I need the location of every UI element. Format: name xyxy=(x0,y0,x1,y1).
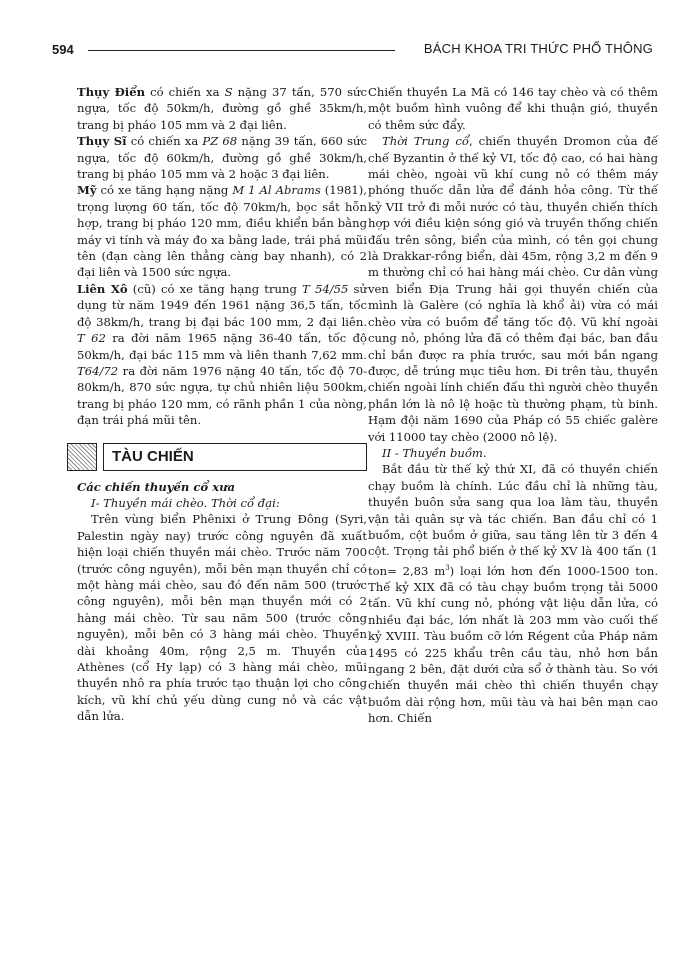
right-column xyxy=(368,84,658,727)
paragraph-text: ra đời năm 1965 nặng 36-40 tấn, tốc độ 50km/h, đại bác 115 mm và liên thanh 7,62 mm. xyxy=(77,331,367,362)
model-name: T64/72 xyxy=(77,363,119,378)
subsection-title: I- Thuyền mái chèo. Thời cổ đại: xyxy=(91,495,280,510)
paragraph-sweden xyxy=(77,84,367,133)
header-rule xyxy=(88,50,395,51)
model-name: PZ 68 xyxy=(202,134,238,149)
left-column xyxy=(77,84,367,725)
superscript: 3 xyxy=(445,563,450,572)
page-header xyxy=(52,40,653,62)
paragraph-lead: Liên Xô xyxy=(77,281,128,296)
paragraph-text: , chiến thuyền Dromon của đế chế Byzantin ở thế kỷ VI, tốc độ cao, có hai hàng mái chèo, ngoài vũ khí cung nỏ có thêm máy phóng thuốc dẫn lửa để đánh hỏa công. Từ thế kỷ VII trở đi mỗi nước có tàu, thuyền chiến thích hợp với điều kiện sóng gió và truyền thống chiến đấu trên sông, biển của mình, có tên gọi chung là Drakkar-rồng biển, dài 45m, rộng 3,2 m đến 9 m thường chỉ có hai hàng mái chèo. Cư dân vùng ven biển Địa Trung hải gọi thuyền chiến của mình là Galère (có nghĩa là khổ ải) vừa có mái chèo vừa có buồm để tăng tốc độ. Vũ khí ngoài cung nỏ, phóng lửa đã có thêm đại bác, ban đầu chỉ bắn được ra phía trước, sau mới bắn ngang được, dễ trúng mục tiêu hơn. Đi trên tàu, thuyền chiến ngoài lính chiến đấu thì người chèo thuyền phần lớn là nô lệ hoặc tù thường phạm, tù binh. Hạm đội năm 1690 của Pháp có 55 chiếc galère với 11000 tay chèo (2000 nô lệ). xyxy=(368,134,658,444)
paragraph-text: ) loại lớn hơn đến 1000-1500 ton. Thế kỷ XIX đã có tàu chạy buồm trọng tải 5000 tấn. Vũ khí cung nỏ, phóng vật liệu dẫn lửa, có nhiều đại bác, lớn nhất là 203 mm vào cuối thế kỷ XVIII. Tàu buồm cỡ lớn Régent của Pháp năm 1495 có 225 khẩu trên cầu tàu, nhỏ hơn bắn ngang 2 bên, đặt dưới cửa sổ ở thành tàu. So với chiến thuyền mái chèo thì chiến thuyền chạy buồm dài rộng hơn, mũi tàu và hai bên mạn cao hơn. Chiến xyxy=(368,563,658,726)
paragraph-text: nặng 39 tấn, 660 sức ngựa, tốc độ 60km/h, đường gồ ghề 30km/h, trang bị pháo 105 mm và 2 hoặc 3 đại liên. xyxy=(77,134,368,182)
paragraph-phoenicia: Trên vùng biển Phênixi ở Trung Đông (Syri, Palestin ngày nay) trước công nguyên đã xuất hiện loại chiến thuyền mái chèo. Trước năm 700 (trước công nguyên), mỗi bên mạn thuyền chỉ có một hàng mái chèo, sau đó đến năm 500 (trước công nguyên), mỗi bên mạn thuyền mới có 2 hàng mái chèo. Từ sau năm 500 (trước công nguyên), mỗi bên có 3 hàng mái chèo. Thuyền dài khoảng 40m, rộng 2,5 m. Thuyền của Athènes (cổ Hy lạp) có 3 hàng mái chèo, mũi thuyền nhô ra phía trước tạo thuận lợi cho công kích, vũ khí chủ yếu dùng cung nỏ và các vật dẫn lửa. xyxy=(77,512,367,724)
paragraph-text: (cũ) có xe tăng hạng trung xyxy=(127,281,303,296)
subheading: Các chiến thuyền cổ xưa xyxy=(77,479,236,494)
running-title: BÁCH KHOA TRI THỨC PHỔ THÔNG xyxy=(423,41,653,56)
paragraph-text: ra đời năm 1976 nặng 40 tấn, tốc độ 70-80km/h, 870 sức ngựa, tự chủ nhiên liệu 500km, trang bị pháo 120 mm, có rãnh phần 1 của nòng, đạn trái phá mũi tên. xyxy=(77,363,367,428)
paragraph-lead: Thụy Sĩ xyxy=(77,134,127,149)
subsection-title: II - Thuyền buồm. xyxy=(382,445,487,460)
paragraph-ussr xyxy=(77,281,367,429)
paragraph-text: Bắt đầu từ thế kỷ thứ XI, đã có thuyền chiến chạy buồm là chính. Lúc đầu chỉ là những tàu, thuyền buôn sửa sang qua loa làm tàu, thuyền vận tải quân sự và tác chiến. Ban đầu chỉ có 1 buồm, cột buồm ở giữa, sau tăng lên từ 3 đến 4 cột. Trọng tải phổ biến ở thế kỷ XV là 400 tấn (1 ton= 2,83 m xyxy=(368,462,658,578)
paragraph-text: sử dụng từ năm 1949 đến 1961 nặng 36,5 tấn, tốc độ 38km/h, trang bị đại bác 100 mm, 2 đại liên. xyxy=(77,281,367,329)
paragraph-switzerland xyxy=(77,133,367,182)
section-heading xyxy=(67,443,367,473)
page-number: 594 xyxy=(52,42,74,57)
model-name: S xyxy=(224,85,233,99)
paragraph-lead: Thụy Điển xyxy=(77,85,146,99)
paragraph-middle-ages xyxy=(368,133,658,445)
paragraph-text: nặng 37 tấn, 570 sức ngựa, tốc độ 50km/h, đường gồ ghề 35km/h, trang bị pháo 105 mm và 2 đại liên. xyxy=(77,85,367,132)
paragraph-text: (1981), trọng lượng 60 tấn, tốc độ 70km/h, bọc sắt hỗn hợp, trang bị pháo 120 mm, điều khiển bắn bằng máy vi tính và máy đo xa bằng lade, trái phá mũi tên (đạn càng lên thẳng càng bay nhanh), có 2 đại liên và 1500 sức ngựa. xyxy=(77,183,367,280)
paragraph-usa xyxy=(77,182,367,280)
model-name: T 54/55 xyxy=(302,281,349,296)
paragraph-lead: Mỹ xyxy=(77,183,97,198)
section-title: TÀU CHIẾN xyxy=(103,443,367,471)
paragraph-sail xyxy=(368,461,658,726)
paragraph-text: có xe tăng hạng nặng xyxy=(96,183,233,198)
paragraph-rome: Chiến thuyền La Mã có 146 tay chèo và có thêm một buồm hình vuông để khi thuận gió, thuyền có thêm sức đẩy. xyxy=(368,85,658,132)
paragraph-text: có chiến xa xyxy=(126,134,203,149)
ship-icon xyxy=(67,443,97,471)
model-name: T 62 xyxy=(77,331,106,346)
paragraph-text: có chiến xa xyxy=(145,85,225,99)
model-name: M 1 Al Abrams xyxy=(232,183,321,198)
emphasis: Thời Trung cổ xyxy=(382,134,469,149)
